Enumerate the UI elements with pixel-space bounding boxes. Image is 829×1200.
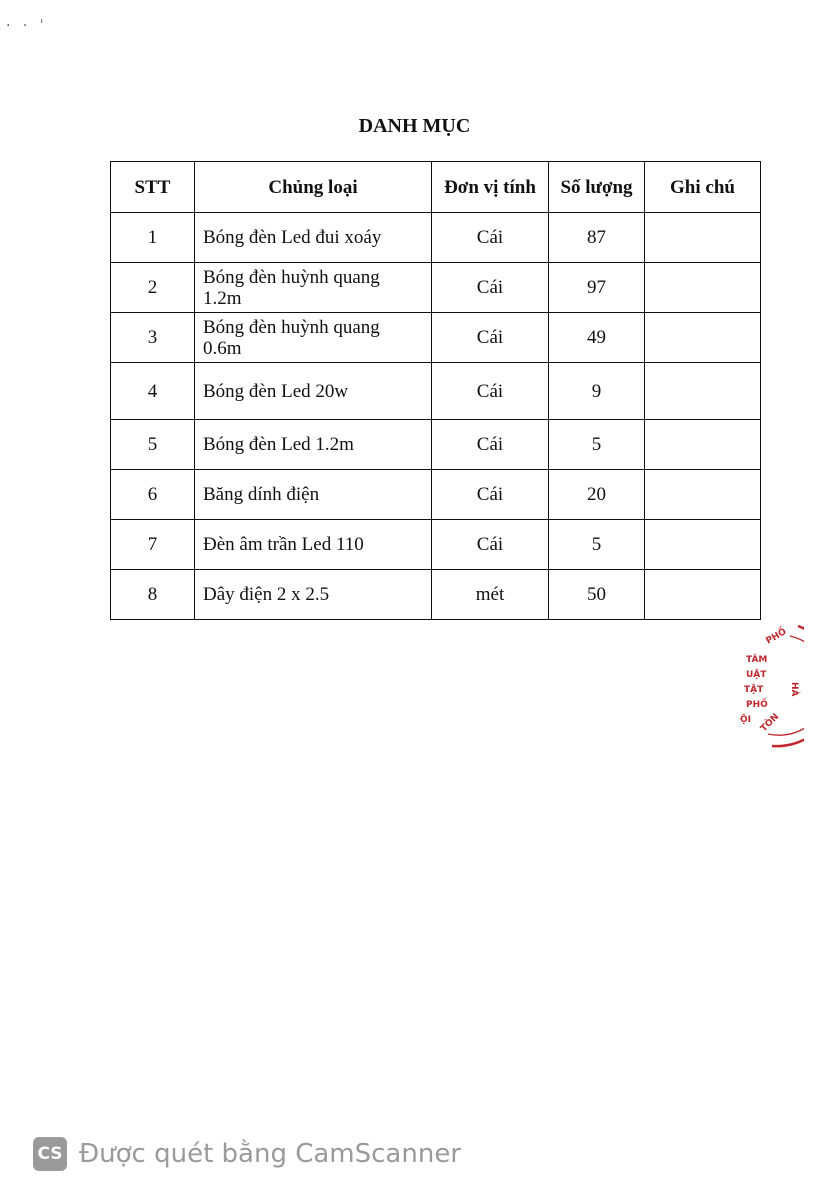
seal-text-0: PHỐ bbox=[764, 627, 789, 647]
cell-unit: Cái bbox=[432, 213, 549, 263]
cell-stt: 1 bbox=[111, 213, 195, 263]
cell-item: Bóng đèn huỳnh quang 1.2m bbox=[195, 263, 432, 313]
cell-quantity: 5 bbox=[549, 520, 645, 570]
cell-note bbox=[645, 570, 761, 620]
cell-quantity: 97 bbox=[549, 263, 645, 313]
cell-note bbox=[645, 363, 761, 420]
seal-text-5: ỘI bbox=[740, 715, 751, 725]
cell-note bbox=[645, 313, 761, 363]
cell-quantity: 9 bbox=[549, 363, 645, 420]
header-item-type: Chủng loại bbox=[195, 162, 432, 213]
scan-specks: · · ˈ bbox=[6, 18, 48, 34]
cell-item: Băng dính điện bbox=[195, 470, 432, 520]
header-note: Ghi chú bbox=[645, 162, 761, 213]
table-row bbox=[111, 213, 761, 263]
table-header-row bbox=[111, 162, 761, 213]
cell-note bbox=[645, 213, 761, 263]
cell-stt: 4 bbox=[111, 363, 195, 420]
cell-stt: 5 bbox=[111, 420, 195, 470]
seal-text-6: TÒN bbox=[759, 711, 782, 735]
camscanner-icon: CS bbox=[33, 1137, 67, 1171]
seal-text-2: UẬT bbox=[746, 670, 767, 680]
seal-text-3: TẬT bbox=[744, 685, 764, 695]
table-row bbox=[111, 570, 761, 620]
cell-item: Bóng đèn huỳnh quang 0.6m bbox=[195, 313, 432, 363]
cell-stt: 8 bbox=[111, 570, 195, 620]
cell-item: Bóng đèn Led 20w bbox=[195, 363, 432, 420]
red-seal-stamp bbox=[734, 622, 804, 752]
cell-item: Bóng đèn Led đui xoáy bbox=[195, 213, 432, 263]
cell-quantity: 50 bbox=[549, 570, 645, 620]
cell-quantity: 49 bbox=[549, 313, 645, 363]
cell-item: Đèn âm trần Led 110 bbox=[195, 520, 432, 570]
header-stt: STT bbox=[111, 162, 195, 213]
cell-unit: mét bbox=[432, 570, 549, 620]
cell-quantity: 5 bbox=[549, 420, 645, 470]
cell-unit: Cái bbox=[432, 470, 549, 520]
page-title: DANH MỤC bbox=[358, 115, 471, 137]
cell-quantity: 87 bbox=[549, 213, 645, 263]
seal-text-7: HÀ bbox=[789, 682, 799, 697]
cell-item: Dây điện 2 x 2.5 bbox=[195, 570, 432, 620]
table-row bbox=[111, 520, 761, 570]
cell-stt: 2 bbox=[111, 263, 195, 313]
watermark-text: Được quét bằng CamScanner bbox=[79, 1139, 462, 1169]
header-unit: Đơn vị tính bbox=[432, 162, 549, 213]
table-row bbox=[111, 470, 761, 520]
cell-quantity: 20 bbox=[549, 470, 645, 520]
cell-note bbox=[645, 420, 761, 470]
table-row bbox=[111, 263, 761, 313]
table-row bbox=[111, 363, 761, 420]
cell-unit: Cái bbox=[432, 313, 549, 363]
cell-unit: Cái bbox=[432, 363, 549, 420]
seal-text-1: TÂM bbox=[746, 655, 768, 665]
table-row bbox=[111, 420, 761, 470]
cell-stt: 7 bbox=[111, 520, 195, 570]
cell-stt: 3 bbox=[111, 313, 195, 363]
cell-note bbox=[645, 520, 761, 570]
cell-stt: 6 bbox=[111, 470, 195, 520]
cell-unit: Cái bbox=[432, 420, 549, 470]
scanner-watermark bbox=[33, 1136, 461, 1172]
cell-item: Bóng đèn Led 1.2m bbox=[195, 420, 432, 470]
catalog-table bbox=[110, 161, 761, 620]
cell-note bbox=[645, 263, 761, 313]
seal-text-4: PHỐ bbox=[746, 700, 768, 710]
table-row bbox=[111, 313, 761, 363]
cell-unit: Cái bbox=[432, 520, 549, 570]
cell-note bbox=[645, 470, 761, 520]
cell-unit: Cái bbox=[432, 263, 549, 313]
header-quantity: Số lượng bbox=[549, 162, 645, 213]
